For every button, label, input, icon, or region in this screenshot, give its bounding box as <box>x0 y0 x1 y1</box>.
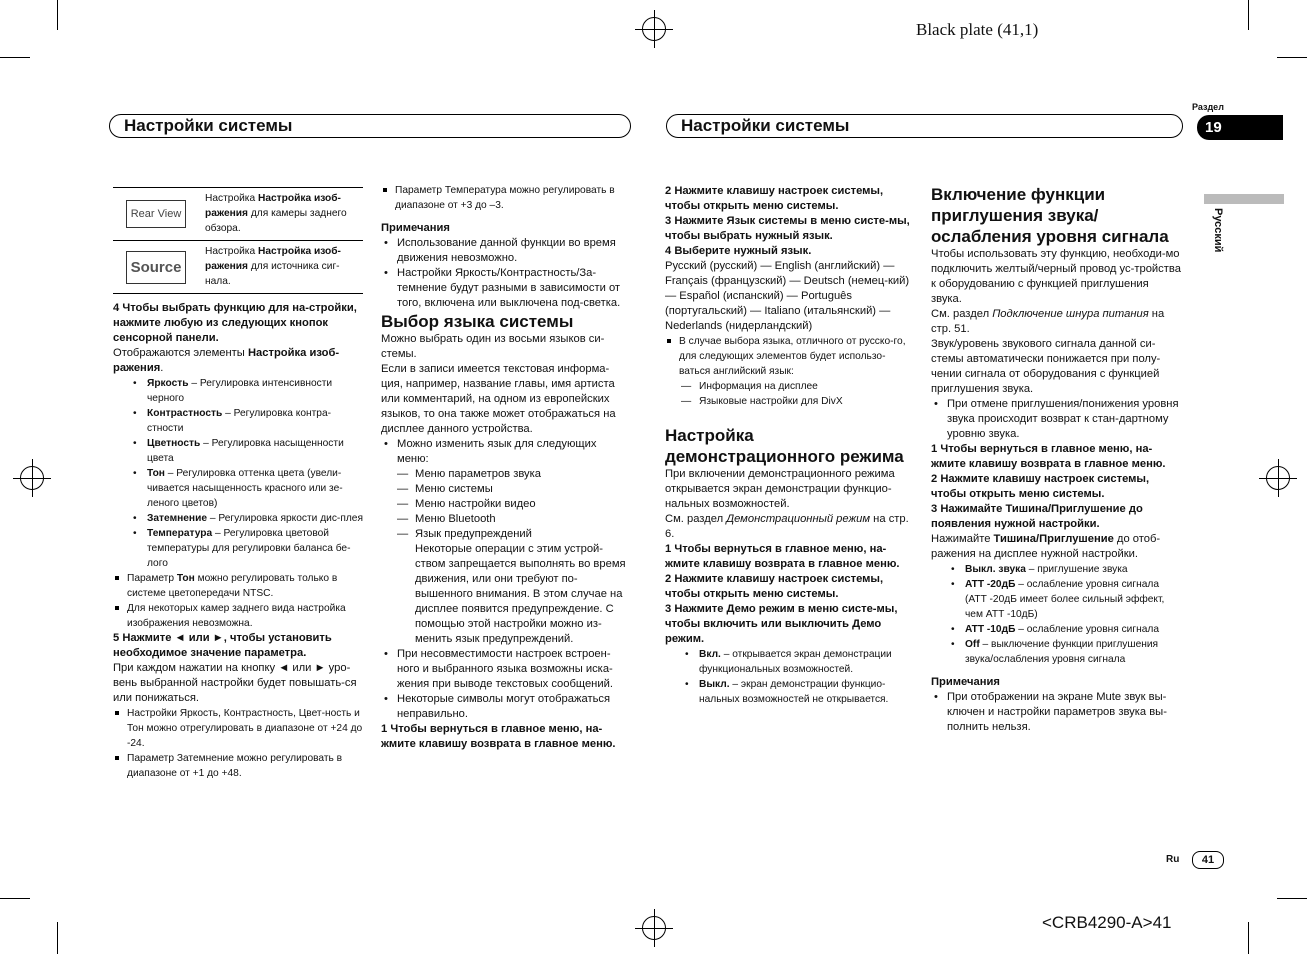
step-2: 2 Нажмите клавишу настроек системы, чтобы открыть меню системы. <box>665 573 884 600</box>
header-left: Настройки системы <box>109 114 631 138</box>
demo-ref: См. раздел Демонстрационный режим на стр. 6. <box>665 513 909 540</box>
warning-text: Некоторые операции с этим устрой-ством запрещается выполнять во время движения, или они требуют по-вышенного внимания. В этом случае на дисплее появится предупреждение. С помощью этой настройки можно из-менить язык предупреждений. <box>415 543 626 645</box>
step-2: 2 Нажмите клавишу настроек системы, чтобы открыть меню системы. <box>931 473 1150 500</box>
demo-body: При включении демонстрационного режима открывается экран демонстрации функцио-нальных возможностей. <box>665 468 895 510</box>
list-item: • Затемнение – Регулировка яркости дис-плея <box>113 511 365 526</box>
mute-body: Чтобы использовать эту функцию, необходи-мо подключить желтый/черный провод ус-тройства к оборудованию с функцией приглушения звука. <box>931 248 1181 305</box>
list-item: • При отображении на экране Mute звук вы-ключен и настройки параметров звука вы-полнить нельзя. <box>931 690 1181 735</box>
list-item: • Контрастность – Регулировка контра-стности <box>113 406 365 436</box>
crop-mark <box>57 922 58 954</box>
list-item: • Некоторые символы могут отображаться неправильно. <box>381 692 631 722</box>
note: Настройки Яркость, Контрастность, Цвет-ность и Тон можно отрегулировать в диапазоне от +24 до -24. <box>113 706 365 751</box>
section-tab: 19 <box>1197 115 1283 140</box>
crop-mark <box>1248 0 1249 30</box>
list-item: • Цветность – Регулировка насыщенности цвета <box>113 436 365 466</box>
step-4-body: Отображаются элементы Настройка изоб-ражения. <box>113 347 340 374</box>
list-item: • Off – выключение функции приглушения звука/ослабления уровня сигнала <box>931 637 1181 667</box>
step-4: 4 Чтобы выбрать функцию для на-стройки, нажмите любую из следующих кнопок сенсорной панели. <box>113 302 357 344</box>
section-heading: Выбор языка системы <box>381 312 574 331</box>
dash-item: — Информация на дисплее <box>665 379 915 394</box>
section-heading: Включение функции приглушения звука/ ослабления уровня сигнала <box>931 185 1169 246</box>
note: Параметр Температура можно регулировать в диапазоне от +3 до –3. <box>381 183 631 213</box>
list-item: • Выкл. – экран демонстрации функцио-нальных возможностей не открывается. <box>665 677 915 707</box>
section-heading: Настройка демонстрационного режима <box>665 426 904 466</box>
crop-mark <box>1277 57 1307 58</box>
footer-lang: Ru <box>1166 854 1180 865</box>
menu-item: — Язык предупреждений <box>381 527 631 542</box>
header-right: Настройки системы <box>666 114 1183 138</box>
list-item: • ATT -20дБ – ослабление уровня сигнала (ATT -20дБ имеет более сильный эффект, чем ATT -10дБ) <box>931 577 1181 622</box>
column-4 <box>931 184 1181 735</box>
step-1: 1 Чтобы вернуться в главное меню, на-жмите клавишу возврата в главное меню. <box>931 443 1166 470</box>
menu-item: — Меню параметров звука <box>381 467 631 482</box>
note: В случае выбора языка, отличного от русско-го, для следующих элементов будет использо-ваться английский язык: <box>665 334 915 379</box>
menu-item: — Меню настройки видео <box>381 497 631 512</box>
table-row <box>113 187 363 240</box>
list-item: • Яркость – Регулировка интенсивности черного <box>113 376 365 406</box>
registration-mark <box>642 916 666 940</box>
crop-mark <box>1248 922 1249 954</box>
step-3-body: Нажимайте Тишина/Приглушение до отоб-ражения на дисплее нужной настройки. <box>931 533 1161 560</box>
step-1: 1 Чтобы вернуться в главное меню, на-жмите клавишу возврата в главное меню. <box>665 543 900 570</box>
crop-mark <box>1277 898 1307 899</box>
dash-item: — Языковые настройки для DivX <box>665 394 915 409</box>
list-item: • Выкл. звука – приглушение звука <box>931 562 1181 577</box>
note: Параметр Затемнение можно регулировать в диапазоне от +1 до +48. <box>113 751 365 781</box>
source-icon: Source <box>126 251 187 284</box>
list-item: • При отмене приглушения/понижения уровня звука происходит возврат к стан-дартному уровню звука. <box>931 397 1181 442</box>
cell-text: для камеры заднего обзора. <box>205 208 347 234</box>
menu-item: — Меню Bluetooth <box>381 512 631 527</box>
step-3: 3 Нажмите Демо режим в меню систе-мы, чтобы включить или выключить Демо режим. <box>665 603 898 645</box>
step-5: 5 Нажмите ◄ или ►, чтобы установить необходимое значение параметра. <box>113 632 332 659</box>
list-item: • Температура – Регулировка цветовой температуры для регулировки баланса бе-лого <box>113 526 365 571</box>
lang-body: Можно выбрать один из восьми языков си-стемы. Если в записи имеется текстовая информа-ция, например, название главы, имя артиста или комментарий, на одном из европейских языков, то она также может отображаться на дисплее данного устройства. <box>381 333 616 435</box>
table-row <box>113 240 363 294</box>
mute-body-2: Звук/уровень звукового сигнала данной си-стемы автоматически понижается при полу-чении сигнала от оборудования с функцией приглушения звука. <box>931 338 1161 395</box>
crop-mark <box>0 57 30 58</box>
doc-code: <CRB4290-A>41 <box>1042 913 1172 932</box>
list-item: • Можно изменить язык для следующих меню: <box>381 437 631 467</box>
cell-text: Настройка <box>205 193 258 204</box>
camera-table <box>113 187 363 294</box>
list-item: • Использование данной функции во время движения невозможно. <box>381 236 631 266</box>
step-4: 4 Выберите нужный язык. <box>665 245 812 257</box>
note: Параметр Тон можно регулировать только в системе цветопередачи NTSC. <box>113 571 365 601</box>
step-3: 3 Нажмите Язык системы в меню систе-мы, чтобы выбрать нужный язык. <box>665 215 910 242</box>
list-item: • При несовместимости настроек встроен-ного и выбранного языка возможны иска-жения при выводе текстовых сообщений. <box>381 647 631 692</box>
section-label: Раздел <box>1192 102 1224 112</box>
list-item: • Вкл. – открывается экран демонстрации функциональных возможностей. <box>665 647 915 677</box>
crop-mark <box>0 898 30 899</box>
step-5-body: При каждом нажатии на кнопку ◄ или ► уро-вень выбранной настройки будет повышать-ся или понижаться. <box>113 662 357 704</box>
registration-mark <box>642 17 666 41</box>
note: Для некоторых камер заднего вида настройка изображения невозможна. <box>113 601 365 631</box>
column-2 <box>381 183 631 752</box>
notes-title: Примечания <box>381 222 450 234</box>
list-item: • ATT -10дБ – ослабление уровня сигнала <box>931 622 1181 637</box>
registration-mark <box>20 466 44 490</box>
step-1: 1 Чтобы вернуться в главное меню, на-жмите клавишу возврата в главное меню. <box>381 723 616 750</box>
list-item: • Настройки Яркость/Контрастность/За-темнение будут разными в зависимости от того, включена или выключена под-светка. <box>381 266 631 311</box>
column-3 <box>665 184 915 707</box>
cell-text: для источника сиг-нала. <box>205 261 340 287</box>
cell-text: Настройка <box>205 246 258 257</box>
crop-mark <box>57 0 58 30</box>
registration-mark <box>1266 466 1290 490</box>
page-number: 41 <box>1192 851 1224 869</box>
language-bar <box>1204 194 1284 204</box>
list-item: • Тон – Регулировка оттенка цвета (увели-чивается насыщенность красного или зе-леного цветов) <box>113 466 365 511</box>
language-list: Русский (русский) — English (английский) — Français (французский) — Deutsch (немец-кий) — Español (испанский) — Português (португальский) — Italiano (итальянский) — Nederlands (нидерландский) <box>665 260 910 332</box>
step-3: 3 Нажимайте Тишина/Приглушение до появления нужной настройки. <box>931 503 1143 530</box>
cell-bold: Настройка изоб-ражения <box>205 246 341 272</box>
notes-title: Примечания <box>931 676 1000 688</box>
rear-view-icon: Rear View <box>126 200 187 228</box>
column-1 <box>113 301 365 781</box>
language-vertical-label: Русский <box>1212 208 1224 253</box>
mute-ref: См. раздел Подключение шнура питания на стр. 51. <box>931 308 1165 335</box>
menu-item: — Меню системы <box>381 482 631 497</box>
plate-label: Black plate (41,1) <box>916 20 1039 39</box>
step-2: 2 Нажмите клавишу настроек системы, чтобы открыть меню системы. <box>665 185 884 212</box>
cell-bold: Настройка изоб-ражения <box>205 193 341 219</box>
